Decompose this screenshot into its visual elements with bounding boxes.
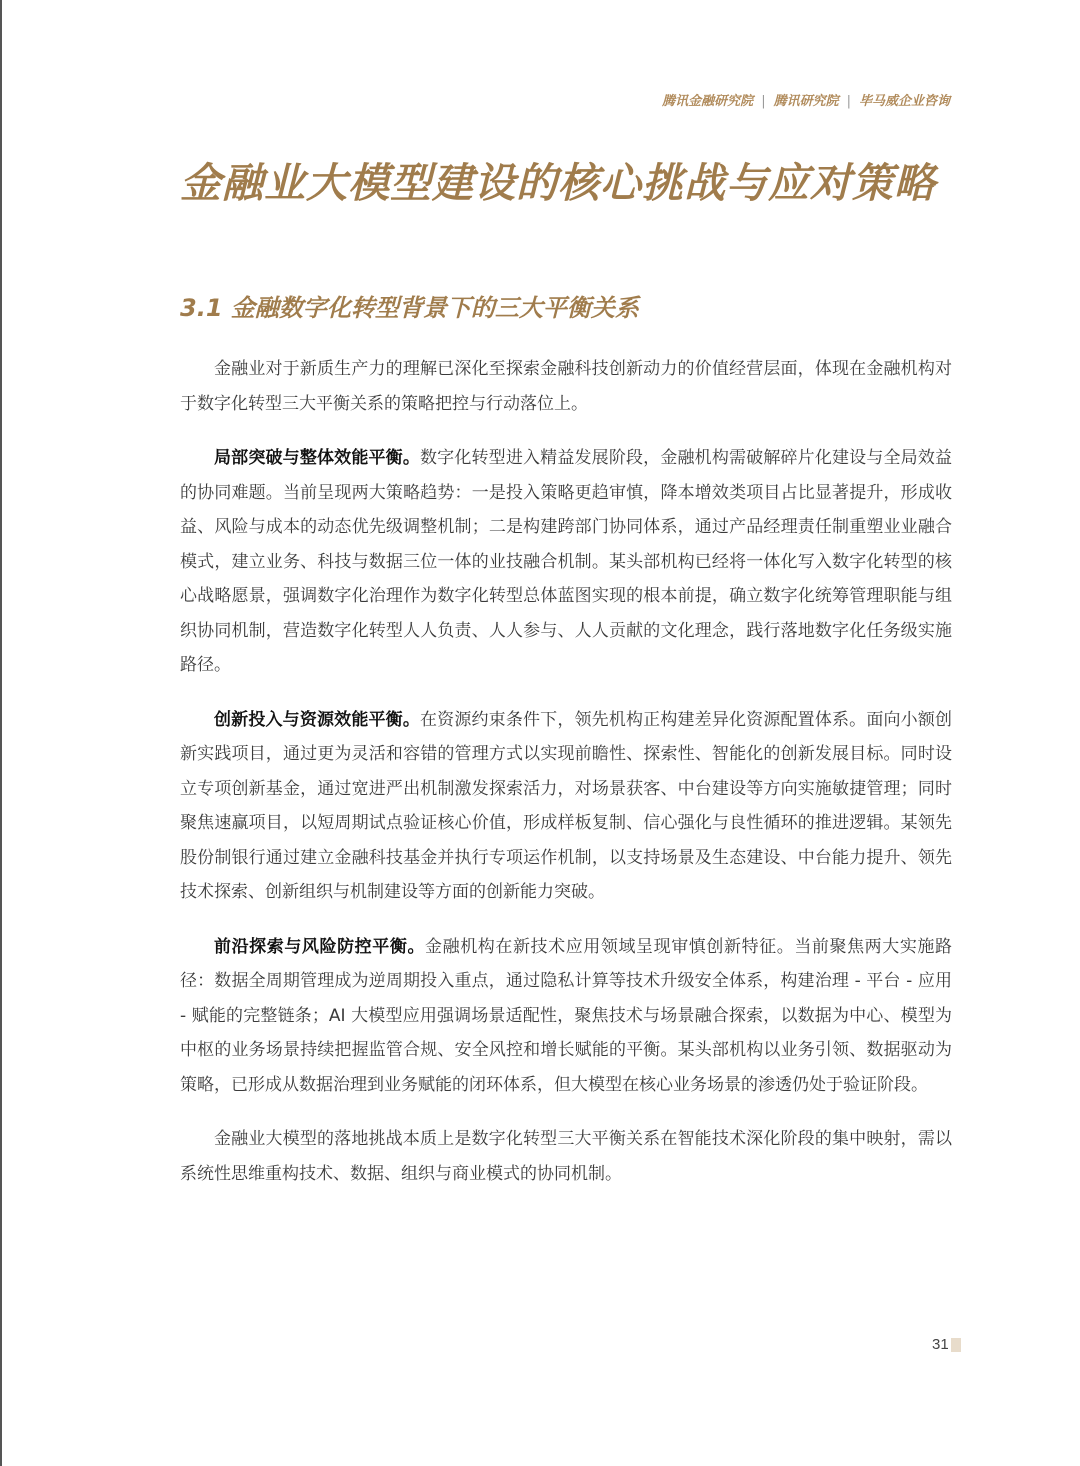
paragraph-text: 金融业大模型的落地挑战本质上是数字化转型三大平衡关系在智能技术深化阶段的集中映射，需以系统性思维重构技术、数据、组织与商业模式的协同机制。	[180, 1129, 952, 1184]
paragraph-intro	[180, 352, 952, 421]
header-org-tencent-finance: 腾讯金融研究院	[662, 94, 754, 109]
header-org-kpmg: 毕马威企业咨询	[858, 94, 950, 109]
section-title: 3.1 金融数字化转型背景下的三大平衡关系	[180, 294, 639, 322]
paragraph-innovation-vs-resources	[180, 703, 952, 910]
header-separator: |	[846, 94, 851, 109]
paragraph-frontier-vs-risk	[180, 930, 952, 1103]
chapter-title: 金融业大模型建设的核心挑战与应对策略	[180, 159, 936, 207]
paragraph-conclusion	[180, 1122, 952, 1191]
paragraph-text: 金融机构在新技术应用领域呈现审慎创新特征。当前聚焦两大实施路径：数据全周期管理成为逆周期投入重点，通过隐私计算等技术升级安全体系，构建治理 - 平台 - 应用 - 赋能的完整链条；AI 大模型应用强调场景适配性，聚焦技术与场景融合探索，以数据为中心、模型为中枢的业务场景持续把握监管合规、安全风控和增长赋能的平衡。某头部机构以业务引领、数据驱动为策略，已形成从数据治理到业务赋能的闭环体系，但大模型在核心业务场景的渗透仍处于验证阶段。	[180, 936, 953, 1095]
paragraph-lead: 前沿探索与风险防控平衡。	[214, 936, 426, 957]
page-header	[662, 90, 950, 109]
header-org-tencent-research: 腾讯研究院	[773, 94, 839, 109]
paragraph-text: 数字化转型进入精益发展阶段，金融机构需破解碎片化建设与全局效益的协同难题。当前呈现两大策略趋势：一是投入策略更趋审慎，降本增效类项目占比显著提升，形成收益、风险与成本的动态优先级调整机制；二是构建跨部门协同体系，通过产品经理责任制重塑业业融合模式，建立业务、科技与数据三位一体的业技融合机制。某头部机构已经将一体化写入数字化转型的核心战略愿景，强调数字化治理作为数字化转型总体蓝图实现的根本前提，确立数字化统筹管理职能与组织协同机制，营造数字化转型人人负责、人人参与、人人贡献的文化理念，践行落地数字化任务级实施路径。	[180, 448, 952, 675]
paragraph-lead: 创新投入与资源效能平衡。	[214, 709, 420, 730]
header-separator: |	[761, 94, 766, 109]
paragraph-text: 在资源约束条件下，领先机构正构建差异化资源配置体系。面向小额创新实践项目，通过更为灵活和容错的管理方式以实现前瞻性、探索性、智能化的创新发展目标。同时设立专项创新基金，通过宽进严出机制激发探索活力，对场景获客、中台建设等方向实施敏捷管理；同时聚焦速赢项目，以短周期试点验证核心价值，形成样板复制、信心强化与良性循环的推进逻辑。某领先股份制银行通过建立金融科技基金并执行专项运作机制，以支持场景及生态建设、中台能力提升、领先技术探索、创新组织与机制建设等方面的创新能力突破。	[180, 709, 952, 902]
page-number: 31	[932, 1336, 949, 1353]
page-left-border	[0, 0, 2, 1466]
body-content	[180, 352, 952, 1211]
paragraph-text: 金融业对于新质生产力的理解已深化至探索金融科技创新动力的价值经营层面，体现在金融机构对于数字化转型三大平衡关系的策略把控与行动落位上。	[180, 359, 952, 414]
page-number-marker	[951, 1338, 961, 1352]
paragraph-lead: 局部突破与整体效能平衡。	[214, 448, 420, 468]
paragraph-local-vs-overall	[180, 441, 952, 683]
